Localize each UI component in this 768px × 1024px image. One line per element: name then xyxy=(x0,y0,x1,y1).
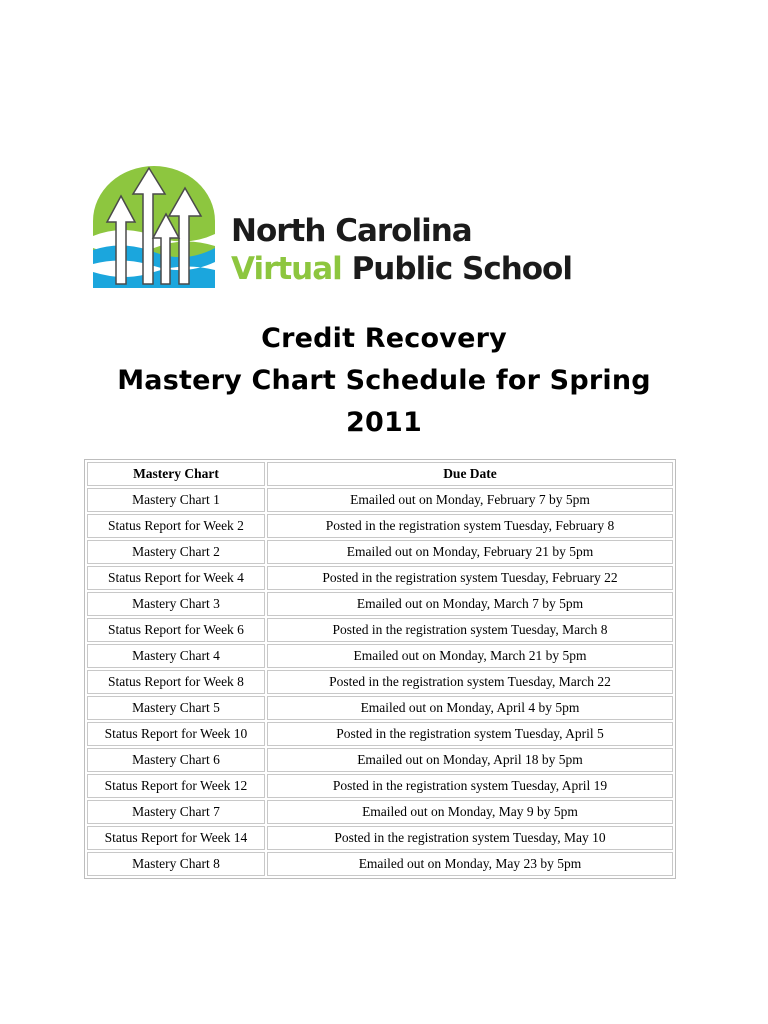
header-mastery-chart: Mastery Chart xyxy=(87,462,265,486)
table-cell-due-date: Posted in the registration system Tuesday, February 8 xyxy=(267,514,673,538)
table-cell-item: Mastery Chart 3 xyxy=(87,592,265,616)
title-line-2: Mastery Chart Schedule for Spring xyxy=(117,365,651,396)
table-cell-due-date: Posted in the registration system Tuesday, May 10 xyxy=(267,826,673,850)
table-cell-due-date: Posted in the registration system Tuesday, April 5 xyxy=(267,722,673,746)
table-row xyxy=(87,852,673,876)
table-row xyxy=(87,748,673,772)
table-row xyxy=(87,592,673,616)
table-cell-due-date: Emailed out on Monday, February 7 by 5pm xyxy=(267,488,673,512)
table-cell-due-date: Emailed out on Monday, March 7 by 5pm xyxy=(267,592,673,616)
table-cell-item: Status Report for Week 2 xyxy=(87,514,265,538)
logo-public-school: Public School xyxy=(341,251,572,287)
table-cell-due-date: Posted in the registration system Tuesday, March 8 xyxy=(267,618,673,642)
schedule-table xyxy=(84,459,676,879)
trees-emblem-icon xyxy=(93,166,215,288)
table-row xyxy=(87,722,673,746)
table-cell-due-date: Posted in the registration system Tuesday, February 22 xyxy=(267,566,673,590)
table-row xyxy=(87,488,673,512)
table-cell-due-date: Emailed out on Monday, April 4 by 5pm xyxy=(267,696,673,720)
table-cell-item: Mastery Chart 5 xyxy=(87,696,265,720)
table-cell-due-date: Emailed out on Monday, February 21 by 5pm xyxy=(267,540,673,564)
logo-virtual-word: Virtual xyxy=(231,251,342,287)
logo-line-2 xyxy=(231,250,572,288)
table-cell-due-date: Emailed out on Monday, April 18 by 5pm xyxy=(267,748,673,772)
ncvps-logo xyxy=(93,166,572,290)
table-row xyxy=(87,514,673,538)
table-row xyxy=(87,800,673,824)
title-line-1: Credit Recovery xyxy=(261,323,507,354)
table-cell-item: Status Report for Week 12 xyxy=(87,774,265,798)
table-header-row xyxy=(87,462,673,486)
table-row xyxy=(87,644,673,668)
table-cell-due-date: Emailed out on Monday, May 23 by 5pm xyxy=(267,852,673,876)
table-cell-item: Status Report for Week 14 xyxy=(87,826,265,850)
table-row xyxy=(87,670,673,694)
table-cell-item: Mastery Chart 7 xyxy=(87,800,265,824)
table-cell-due-date: Posted in the registration system Tuesday, April 19 xyxy=(267,774,673,798)
table-cell-item: Mastery Chart 6 xyxy=(87,748,265,772)
table-cell-due-date: Emailed out on Monday, May 9 by 5pm xyxy=(267,800,673,824)
table-cell-item: Mastery Chart 2 xyxy=(87,540,265,564)
header-due-date: Due Date xyxy=(267,462,673,486)
table-cell-item: Status Report for Week 6 xyxy=(87,618,265,642)
table-row xyxy=(87,826,673,850)
page-title xyxy=(0,318,768,444)
table-cell-item: Status Report for Week 4 xyxy=(87,566,265,590)
logo-wordmark xyxy=(231,212,572,288)
table-cell-item: Mastery Chart 8 xyxy=(87,852,265,876)
table-row xyxy=(87,696,673,720)
title-line-3: 2011 xyxy=(346,407,422,438)
table-row xyxy=(87,774,673,798)
logo-line-1: North Carolina xyxy=(231,213,472,249)
table-row xyxy=(87,618,673,642)
table-cell-item: Mastery Chart 1 xyxy=(87,488,265,512)
table-row xyxy=(87,540,673,564)
table-cell-item: Mastery Chart 4 xyxy=(87,644,265,668)
table-row xyxy=(87,566,673,590)
table-cell-due-date: Posted in the registration system Tuesday, March 22 xyxy=(267,670,673,694)
table-cell-due-date: Emailed out on Monday, March 21 by 5pm xyxy=(267,644,673,668)
table-cell-item: Status Report for Week 8 xyxy=(87,670,265,694)
table-cell-item: Status Report for Week 10 xyxy=(87,722,265,746)
